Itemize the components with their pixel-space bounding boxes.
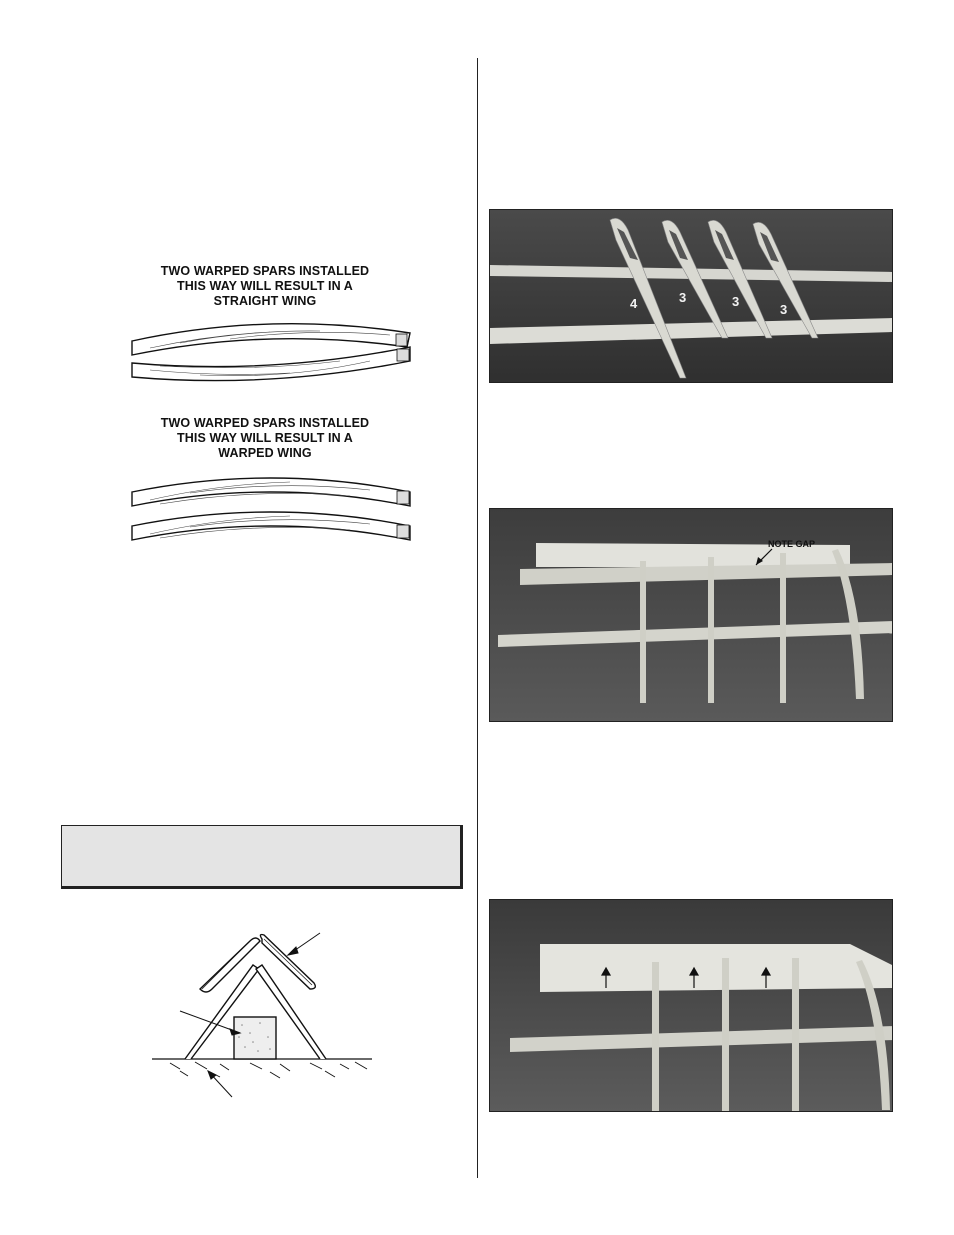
photo-arrows-assembly bbox=[489, 899, 893, 1112]
photo-note-gap bbox=[489, 508, 893, 722]
photo-ribs-on-spar bbox=[489, 209, 893, 383]
rib-number-label: 4 bbox=[630, 296, 638, 311]
spar-pair-straight-illustration bbox=[120, 313, 420, 383]
warped-spars-figure bbox=[120, 258, 420, 558]
caption-straight-wing: TWO WARPED SPARS INSTALLED THIS WAY WILL RESULT IN A STRAIGHT WING bbox=[160, 264, 370, 308]
column-divider bbox=[477, 58, 478, 1178]
t-pin-diagram bbox=[150, 925, 380, 1105]
ground-hatching bbox=[170, 1062, 367, 1078]
note-box bbox=[61, 825, 463, 889]
rib-number-label: 3 bbox=[679, 290, 687, 305]
balsa-block bbox=[234, 1017, 276, 1059]
leader-lines bbox=[180, 933, 320, 1097]
caption-warped-wing: TWO WARPED SPARS INSTALLED THIS WAY WILL RESULT IN A WARPED WING bbox=[160, 416, 370, 460]
rib-number-label: 3 bbox=[780, 302, 788, 317]
rib-number-label: 3 bbox=[732, 294, 740, 309]
note-gap-label: NOTE GAP bbox=[768, 539, 816, 549]
spar-pair-warped-illustration bbox=[120, 466, 420, 546]
